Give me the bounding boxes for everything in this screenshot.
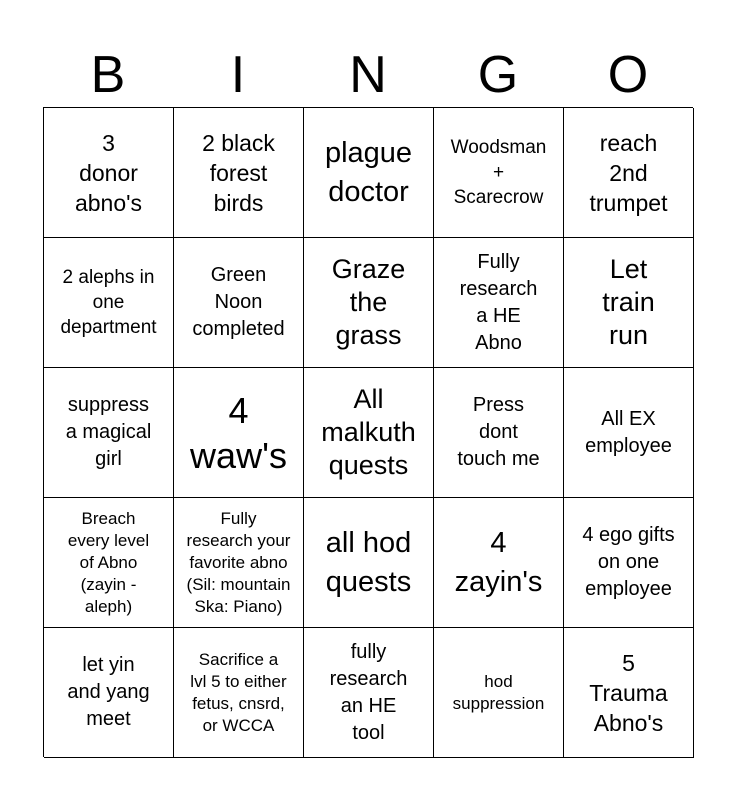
bingo-cell-r2-c3[interactable]: [304, 238, 434, 368]
cell-text: 4 zayin's: [454, 526, 543, 598]
cell-text: 4 waw's: [190, 389, 287, 476]
cell-text: 5 Trauma Abno's: [589, 649, 668, 736]
cell-text: Green Noon completed: [192, 264, 285, 340]
header-letter-g: G: [477, 46, 519, 104]
bingo-cell-r2-c5[interactable]: [564, 238, 694, 368]
header-letter-n: N: [349, 46, 387, 104]
bingo-cell-r4-c2[interactable]: [174, 498, 304, 628]
cell-text: 4 ego gifts on one employee: [582, 524, 675, 600]
cell-text: Fully research your favorite abno (Sil: mountain Ska: Piano): [186, 508, 291, 616]
cell-text: 3 donor abno's: [74, 129, 143, 216]
cell-text: Breach every level of Abno (zayin - aleph): [67, 508, 150, 616]
bingo-cell-r4-c5[interactable]: [564, 498, 694, 628]
bingo-cell-r4-c3[interactable]: [304, 498, 434, 628]
bingo-cell-r5-c3[interactable]: [304, 628, 434, 758]
bingo-cell-r3-c5[interactable]: [564, 368, 694, 498]
cell-text: All malkuth quests: [321, 384, 416, 480]
cell-text: reach 2nd trumpet: [589, 129, 668, 216]
cell-text: let yin and yang meet: [67, 654, 150, 730]
bingo-header: [43, 42, 693, 108]
bingo-cell-r1-c1[interactable]: [44, 108, 174, 238]
bingo-cell-r4-c4[interactable]: [434, 498, 564, 628]
cell-text: Let train run: [602, 254, 655, 350]
bingo-cell-r5-c2[interactable]: [174, 628, 304, 758]
header-letter-b: B: [90, 46, 126, 104]
bingo-cell-r1-c5[interactable]: [564, 108, 694, 238]
cell-text: Graze the grass: [331, 254, 406, 350]
bingo-cell-r3-c1[interactable]: [44, 368, 174, 498]
bingo-cell-r3-c2[interactable]: [174, 368, 304, 498]
cell-text: Fully research a HE Abno: [459, 250, 538, 354]
cell-text: hod suppression: [452, 671, 545, 713]
cell-text: Woodsman + Scarecrow: [450, 137, 547, 208]
cell-text: Press dont touch me: [457, 394, 540, 470]
cell-text: plague doctor: [324, 136, 413, 208]
cell-text: 2 black forest birds: [202, 129, 275, 216]
bingo-cell-r2-c2[interactable]: [174, 238, 304, 368]
bingo-board: [43, 107, 693, 757]
bingo-cell-r3-c4[interactable]: [434, 368, 564, 498]
header-letter-o: O: [607, 46, 649, 104]
bingo-cell-r5-c4[interactable]: [434, 628, 564, 758]
bingo-cell-r5-c1[interactable]: [44, 628, 174, 758]
header-letter-i: I: [230, 46, 246, 104]
cell-text: Sacrifice a lvl 5 to either fetus, cnsrd, or WCCA: [190, 649, 287, 735]
cell-text: fully research an HE tool: [329, 640, 408, 744]
bingo-cell-r4-c1[interactable]: [44, 498, 174, 628]
cell-text: suppress a magical girl: [65, 394, 152, 470]
bingo-cell-r1-c4[interactable]: [434, 108, 564, 238]
bingo-cell-r2-c1[interactable]: [44, 238, 174, 368]
cell-text: 2 alephs in one department: [60, 267, 157, 338]
cell-text: All EX employee: [585, 407, 672, 457]
bingo-cell-r1-c2[interactable]: [174, 108, 304, 238]
bingo-cell-r1-c3[interactable]: [304, 108, 434, 238]
bingo-cell-r2-c4[interactable]: [434, 238, 564, 368]
bingo-cell-r5-c5[interactable]: [564, 628, 694, 758]
bingo-cell-r3-c3[interactable]: [304, 368, 434, 498]
cell-text: all hod quests: [325, 526, 412, 598]
